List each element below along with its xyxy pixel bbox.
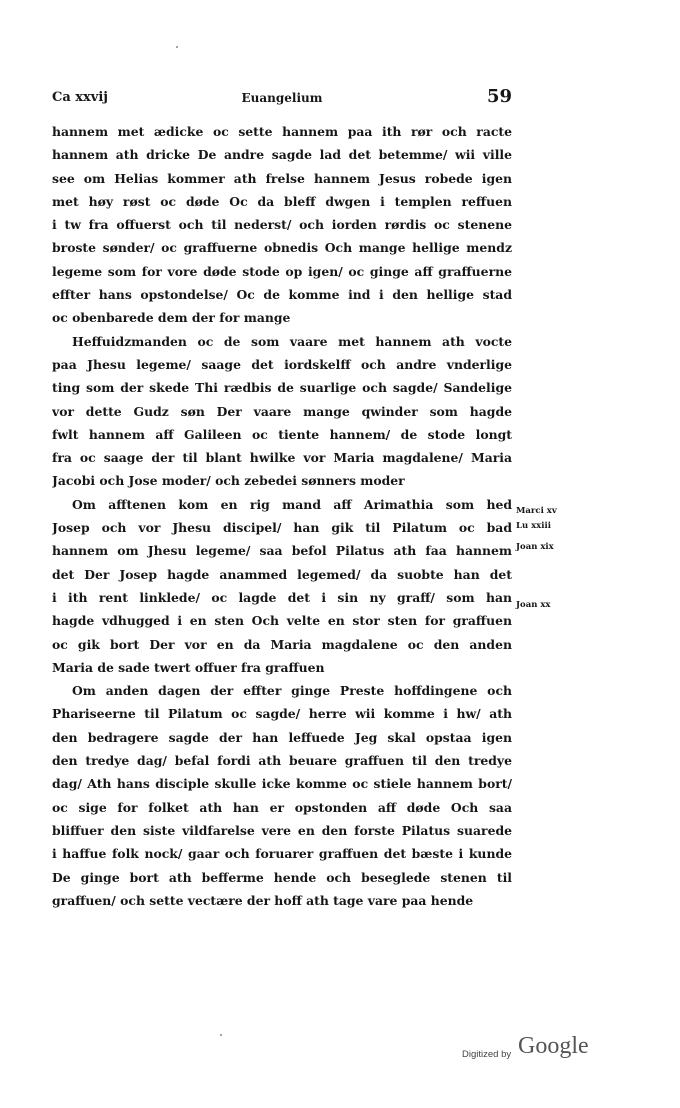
text-line: fra oc saage der til blant hwilke vor Maria magdalene/ Maria <box>52 450 512 466</box>
text-line: graffuen/ och sette vectære der hoff ath tage vare paa hende <box>52 892 474 908</box>
text-line: i haffue folk nock/ gaar och foruarer graffuen det bæste i kunde <box>52 846 512 862</box>
text-line: Heffuidzmanden oc de som vaare met hannem ath vocte <box>72 333 512 349</box>
text-line: hannem met ædicke oc sette hannem paa ith rør och racte <box>52 124 512 139</box>
text-line: see om Helias kommer ath frelse hannem Jesus robede igen <box>52 170 512 186</box>
text-line: vor dette Gudz søn Der vaare mange qwinder som hagde <box>52 403 512 419</box>
text-line: Om anden dagen der effter ginge Preste hoffdingene och <box>72 683 512 699</box>
text-line: legeme som for vore døde stode op igen/ oc ginge aff graffuerne <box>52 263 512 279</box>
text-line: den bedragere sagde der han leffuede Jeg skal opstaa igen <box>52 729 512 745</box>
page-number: 59 <box>486 86 512 107</box>
text-line: hagde vdhugged i en sten Och velte en stor sten for graffuen <box>52 613 512 629</box>
text-line: Josep och vor Jhesu discipel/ han gik til Pilatum oc bad <box>52 520 512 536</box>
text-line: Om afftenen kom en rig mand aff Arimathia som hed <box>72 496 512 512</box>
running-title: Euangelium <box>241 91 323 105</box>
text-line: fwlt hannem aff Galileen oc tiente hannem/ de stode longt <box>52 426 512 442</box>
text-line: oc gik bort Der vor en da Maria magdalene oc den anden <box>52 636 512 652</box>
text-line: hannem om Jhesu legeme/ saa befol Pilatus ath faa hannem <box>52 543 512 559</box>
text-line: paa Jhesu legeme/ saage det iordskelff och andre vnderlige <box>52 356 512 372</box>
chapter-label: Ca xxvij <box>52 90 108 105</box>
body-text <box>52 120 512 912</box>
text-line: Jacobi och Jose moder/ och zebedei sønners moder <box>52 473 405 489</box>
text-line: oc sige for folket ath han er opstonden aff døde Och saa <box>52 799 512 815</box>
scan-speck <box>220 1034 222 1036</box>
text-line: hannem ath dricke De andre sagde lad det betemme/ wii ville <box>52 147 512 163</box>
text-line: i ith rent linklede/ oc lagde det i sin ny graff/ som han <box>52 589 512 605</box>
text-line: oc obenbarede dem der for mange <box>52 310 291 326</box>
text-line: den tredye dag/ befal fordi ath beuare graffuen til den tredye <box>52 753 512 769</box>
digitized-by-label: Digitized by <box>462 1049 512 1060</box>
text-line: Phariseerne til Pilatum oc sagde/ herre wii komme i hw/ ath <box>52 706 512 722</box>
text-line: dag/ Ath hans disciple skulle icke komme oc stiele hannem bort/ <box>52 776 512 792</box>
text-line: De ginge bort ath befferme hende och beseglede stenen til <box>52 869 512 885</box>
text-line: Maria de sade twert offuer fra graffuen <box>52 659 325 675</box>
margin-reference: Lu xxiii <box>516 521 551 531</box>
text-line: i tw fra offuerst och til nederst/ och iorden rørdis oc stenene <box>52 217 512 233</box>
text-line: effter hans opstondelse/ Oc de komme ind i den hellige stad <box>52 287 512 303</box>
margin-reference: Joan xx <box>516 600 551 610</box>
text-line: bliffuer den siste vildfarelse vere en den forste Pilatus suarede <box>52 822 512 838</box>
text-line: broste sønder/ oc graffuerne obnedis Och mange hellige mendz <box>52 240 512 256</box>
google-logo: Google <box>518 1033 589 1059</box>
scan-speck <box>176 46 178 48</box>
text-line: met høy røst oc døde Oc da bleff dwgen i templen reffuen <box>52 193 512 209</box>
text-line: ting som der skede Thi rædbis de suarlige och sagde/ Sandelige <box>52 380 512 396</box>
margin-reference: Joan xix <box>516 542 554 552</box>
margin-reference: Marci xv <box>516 506 557 516</box>
running-header <box>52 86 512 110</box>
text-line: det Der Josep hagde anammed legemed/ da suobte han det <box>52 566 512 582</box>
